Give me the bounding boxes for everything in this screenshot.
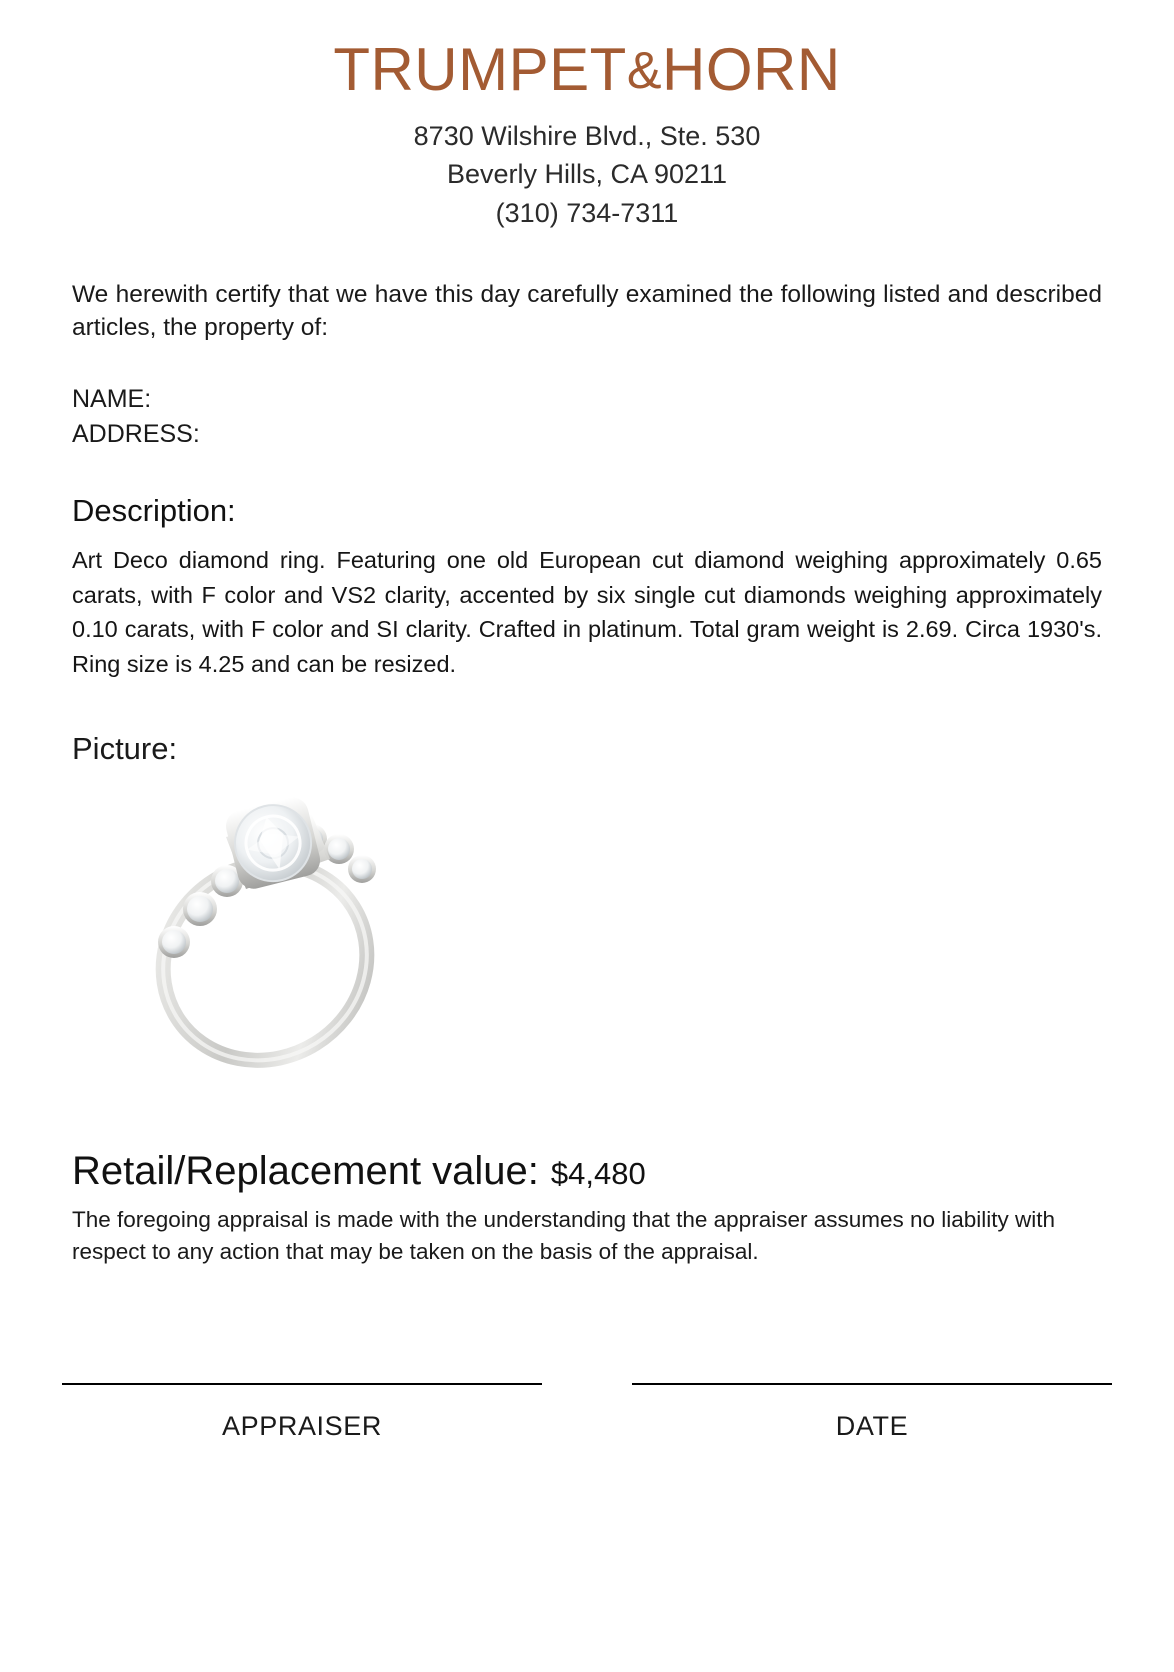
property-owner-fields <box>72 382 1102 451</box>
address-city-state: Beverly Hills, CA 90211 <box>446 159 728 190</box>
document-body <box>72 278 1102 1268</box>
retail-value-label: Retail/Replacement value: <box>72 1149 539 1194</box>
certification-statement: We herewith certify that we have this day carefully examined the following listed and described articles, the property of: <box>72 280 1102 342</box>
retail-value-row <box>72 1149 1102 1194</box>
description-text: Art Deco diamond ring. Featuring one old European cut diamond weighing approximately 0.65 carats, with F color and VS2 clarity, accented by six single cut diamonds weighing approximately 0.10 carats, with F color and SI clarity. Crafted in platinum. Total gram weight is 2.69. Circa 1930's. Ring size is 4.25 and can be resized. <box>72 547 1102 677</box>
diamond-ring-image <box>134 797 424 1117</box>
company-address <box>0 117 1174 232</box>
date-label: DATE <box>835 1411 909 1441</box>
description-heading: Description: <box>72 493 236 529</box>
signature-lines <box>62 1383 1112 1385</box>
appraiser-label: APPRAISER <box>222 1411 382 1441</box>
signature-labels <box>62 1411 1112 1442</box>
picture-heading: Picture: <box>72 731 178 767</box>
address-field-label: ADDRESS: <box>72 419 200 448</box>
signature-block <box>62 1383 1112 1442</box>
appraiser-signature-line <box>62 1383 542 1385</box>
company-phone: (310) 734-7311 <box>495 197 679 228</box>
address-street: 8730 Wilshire Blvd., Ste. 530 <box>413 121 761 151</box>
company-logo <box>0 0 1174 101</box>
name-field-label: NAME: <box>72 385 152 414</box>
brand-name-part2: HORN <box>662 36 841 103</box>
brand-name-part1: TRUMPET <box>333 36 627 103</box>
ring-photo-container <box>72 801 1102 1131</box>
appraisal-disclaimer: The foregoing appraisal is made with the understanding that the appraiser assumes no liability with respect to any action that may be taken on the basis of the appraisal. <box>72 1207 1056 1265</box>
ampersand-glyph: & <box>626 42 662 100</box>
retail-value-amount: $4,480 <box>550 1156 646 1192</box>
date-signature-line <box>632 1383 1112 1385</box>
